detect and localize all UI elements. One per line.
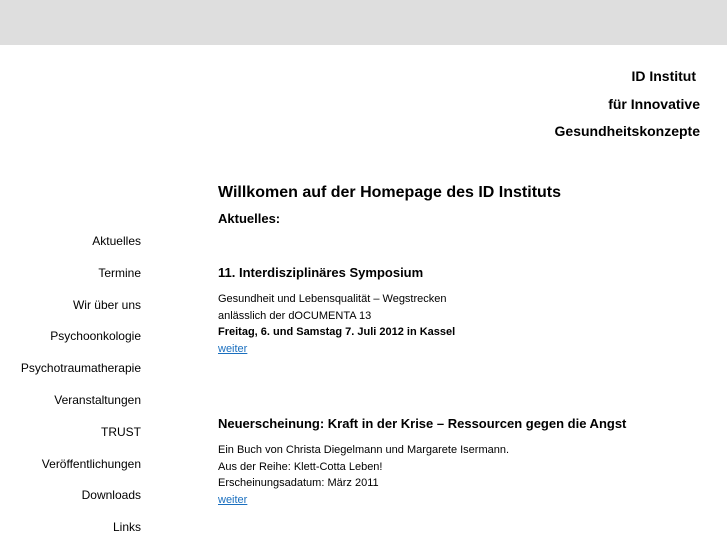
sidebar-item-downloads[interactable]: Downloads [81, 488, 141, 503]
section-label-aktuelles: Aktuelles: [218, 211, 281, 226]
sidebar-item-veroeffentlichungen[interactable]: Veröffentlichungen [41, 456, 141, 471]
sidebar-item-termine[interactable]: Termine [98, 265, 141, 280]
main-content [218, 182, 698, 506]
news-text-line: Aus der Reihe: Klett-Cotta Leben! [218, 460, 383, 473]
news-text-line: Ein Buch von Christa Diegelmann und Margarete Isermann. [218, 444, 510, 456]
news-text-line: Gesundheit und Lebensqualität – Wegstrecken [218, 293, 447, 305]
news-item [218, 264, 698, 357]
sidebar-item-aktuelles[interactable]: Aktuelles [92, 234, 141, 248]
sidebar-item-veranstaltungen[interactable]: Veranstaltungen [54, 392, 141, 407]
news-text-line: Erscheinungsadatum: März 2011 [218, 477, 379, 489]
sidebar-item-wir-ueber-uns[interactable]: Wir über uns [72, 297, 141, 312]
news-more-link[interactable]: weiter [218, 342, 248, 355]
news-date-line: Freitag, 6. und Samstag 7. Juli 2012 in Kassel [218, 326, 456, 338]
news-title: Neuerscheinung: Kraft in der Krise – Ressourcen gegen die Angst [218, 416, 627, 431]
institute-logo-text [555, 63, 700, 146]
sidebar-item-psychotraumatherapie[interactable]: Psychotraumatherapie [20, 361, 141, 376]
logo-line-2: für Innovative [608, 95, 700, 112]
sidebar-item-psychoonkologie[interactable]: Psychoonkologie [50, 329, 141, 344]
news-body [218, 291, 698, 357]
news-title: 11. Interdisziplinäres Symposium [218, 265, 424, 280]
news-item [218, 415, 698, 508]
logo-line-3: Gesundheitskonzepte [554, 123, 700, 139]
news-text-line: anlässlich der dOCUMENTA 13 [218, 309, 372, 322]
sidebar-item-trust[interactable]: TRUST [101, 424, 141, 439]
logo-line-1: ID Institut [631, 68, 696, 84]
page-title: Willkomen auf der Homepage des ID Instituts [218, 184, 562, 201]
sidebar-nav [0, 230, 141, 548]
news-body [218, 442, 698, 508]
sidebar-item-links[interactable]: Links [112, 520, 141, 535]
top-bar [0, 0, 727, 45]
news-more-link[interactable]: weiter [218, 493, 248, 506]
